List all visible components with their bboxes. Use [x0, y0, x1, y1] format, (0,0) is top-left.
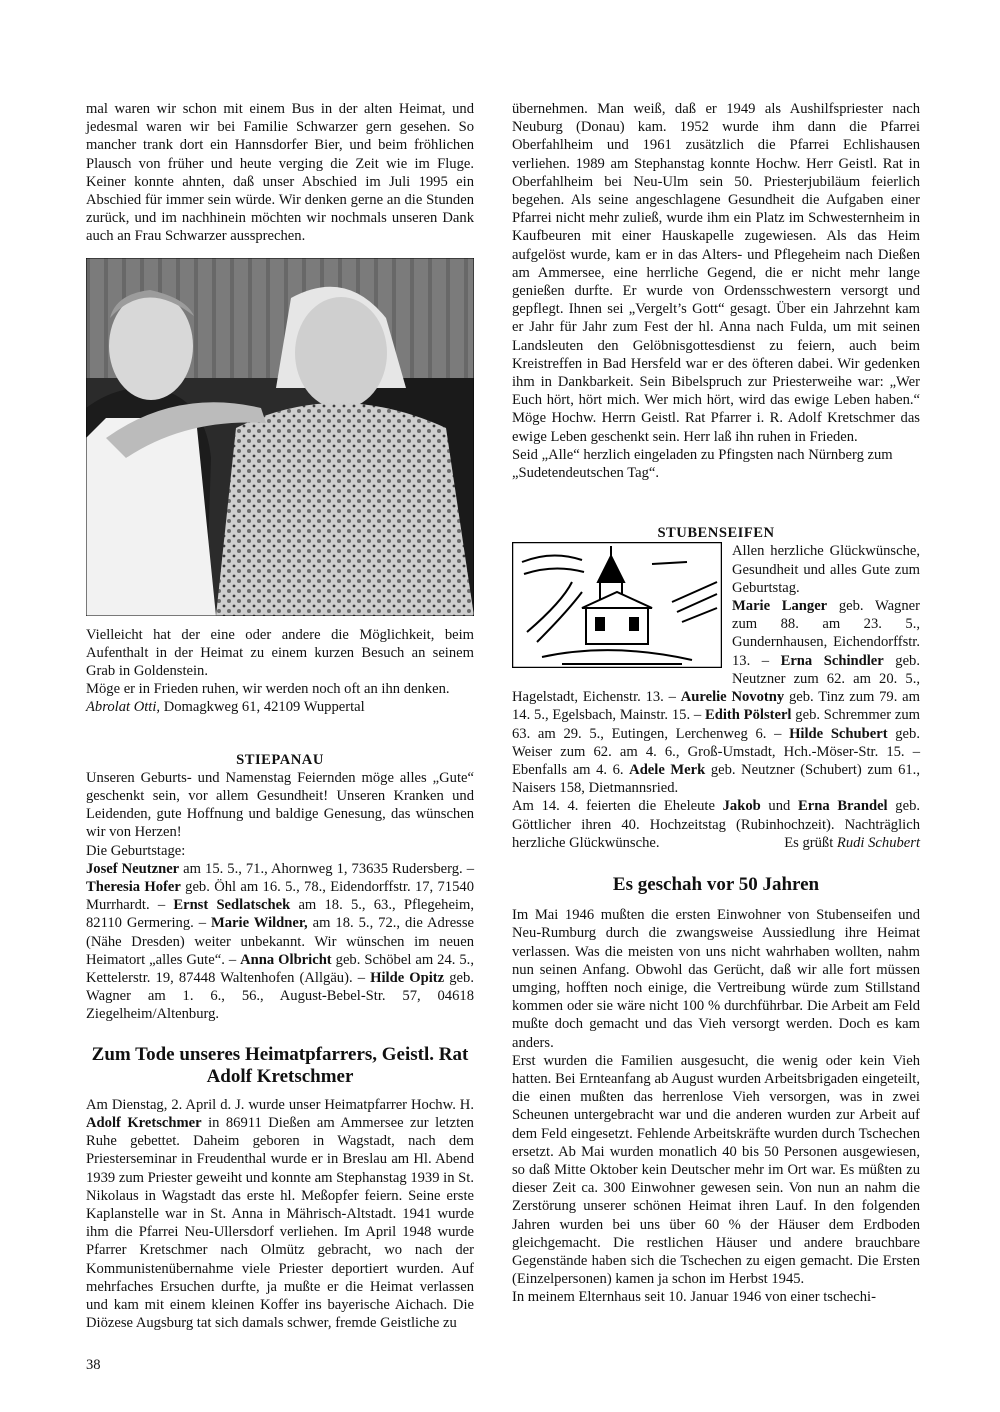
birthday-text: geb. Neutzner (Schubert) zum 61., Naisers 158, Dietmannsried. [512, 761, 920, 797]
paragraph: Möge er in Frieden ruhen, wir werden noch oft an ihn denken. [86, 681, 450, 698]
paragraph: Vielleicht hat der eine oder andere die Möglichkeit, beim Aufenthalt in der Heimat zu einem kurzen Besuch an seinem Grab in Goldenstein. [86, 626, 474, 680]
birthday-text: geb. Neutzner zum 62. am 20. 5., Hagelstadt, Eichenstr. 13. – [512, 652, 920, 706]
greeting-name: Rudi Schubert [836, 834, 920, 851]
church-drawing [512, 542, 722, 668]
person-name: Edith Pölsterl [705, 707, 792, 724]
obituary-text-part: in 86911 Dießen am Ammersee zur letzten Ruhe gebettet. Daheim geboren in Wagstadt, nach dem Priesterseminar in Freudenthal wurde er in Breslau am Hl. Abend 1939 zum Priester geweiht und konnte am Stephanstag 1939 in St. Nikolaus in Wagstadt das erste hl. Meßopfer feiern. Seine erste Kaplanstelle war in St. Anna in Mährisch-Altstadt. 1941 wurde ihm die Pfarrei Neu-Ullersdorf verliehen. Im April 1948 wurde Pfarrer Kretschmer nach Olmütz gebracht, wo nach der Kommunistenübernahme viele Priester deportiert wurden. Auf mehrfaches Ersuchen durfte, ja mußte er die Heimat verlassen und kam mit einem kleinen Koffer ins bayerische Aichach. Die Diözese Augsburg tat sich damals schwer, fremde Geistliche zu [86, 1114, 474, 1332]
person-name: Erna Brandel [798, 798, 888, 815]
right-column [512, 100, 920, 1307]
signature [86, 698, 474, 716]
birthday-text: am 18. 5., 63., Pflegeheim, 82110 Germering. – [86, 897, 474, 932]
section-heading-stiepanau: STIEPANAU [236, 751, 324, 768]
person-name: Hilde Opitz [370, 970, 445, 987]
birthday-text: geb. Tinz zum 79. am 14. 5., Egelsbach, Mainstr. 15. – [512, 689, 920, 724]
birthday-text: geb. Schremmer zum 63. am 29. 5., Eutingen, Lerchenweg 6. – [512, 707, 920, 742]
person-name: Adele Merk [629, 761, 706, 778]
history-heading: Es geschah vor 50 Jahren [612, 874, 820, 896]
paragraph: Seid „Alle“ herzlich eingeladen zu Pfingsten nach Nürnberg zum „Sudetendeutschen Tag“. [512, 446, 893, 482]
signature-address: Domagkweg 61, 42109 Wuppertal [160, 699, 365, 716]
section-heading-stubenseifen: STUBENSEIFEN [657, 525, 775, 542]
person-name: Josef Neutzner [86, 860, 180, 877]
person-name: Ernst Sedlatschek [173, 897, 291, 914]
person-name: Anna Olbricht [240, 951, 332, 968]
birthday-list [86, 860, 474, 1024]
obituary-heading: Zum Tode unseres Heimatpfarrers, Geistl. Rat Adolf Kretschmer [91, 1043, 469, 1087]
page-number: 38 [86, 1357, 101, 1373]
person-name: Theresia Hofer [86, 879, 181, 896]
birthday-text: geb. Schöbel am 24. 5., Kettelerstr. 19, 87448 Waltenhofen (Allgäu). – [86, 951, 474, 987]
person-name: Adolf Kretschmer [86, 1114, 202, 1131]
birthday-text: geb. Öhl am 16. 5., 78., Eidendorffstr. 17, 71540 Murrhardt. – [86, 879, 474, 914]
person-name: Hilde Schubert [789, 725, 888, 742]
person-name: Marie Wildner, [210, 915, 308, 932]
anniversary-part: Am 14. 4. feierten die Eheleute [512, 798, 723, 815]
birthday-text: geb. Weiser zum 62. am 4. 6., Groß-Umstadt, Hch.-Möser-Str. 15. – Ebenfalls am 4. 6. [512, 725, 920, 778]
paragraph: Allen herzliche Glückwünsche, Gesundheit und alles Gute zum Geburtstag. [732, 543, 920, 596]
greeting-text: Es grüßt [784, 834, 837, 851]
person-name: Marie Langer [732, 598, 828, 615]
portrait-photo [86, 258, 474, 616]
anniversary-part: und [760, 798, 799, 815]
obituary-text [86, 1096, 474, 1333]
paragraph: Erst wurden die Familien ausgesucht, die wenig oder kein Vieh hatten. Bei Ernteanfang ab August wurden Arbeitsbrigaden eingeteilt, die einen mußten das herrenlose Vieh versorgen, was in zwei Scheunen untergebracht war und die anderen wurden zur Arbeit auf dem Feld eingesetzt. Fehlende Arbeitskräfte wurden durch Tschechen ersetzt. Ab Mai wurden monatlich 40 bis 50 Personen ausgewiesen, so daß Mitte Oktober kein Deutscher mehr im Ort war. Es müßten zu dieser Zeit ca. 300 Einwohner gewesen sein. Von nun an nahm die Zerstörung unserer schönen Heimat ihren Lauf. In den folgenden Jahren wurden bei uns über 60 % der Häuser dem Erdboden gleichgemacht. Die restlichen Häuser und andere brauchbare Gegenstände haben sich die Tschechen zu eigen gemacht. Die Ersten (Einzelpersonen) kamen ja schon im Herbst 1945. [512, 1052, 920, 1288]
birthday-text: am 18. 5., 72., die Adresse (Nähe Dresden) weiter unbekannt. Wir wünschen im neuen Heimatort „alles Gute“. – [86, 915, 475, 968]
paragraph: Im Mai 1946 mußten die ersten Einwohner von Stubenseifen und Neu-Rumburg durch die zwangsweise Aussiedlung ihre Heimat verlassen. Was die meisten von uns nicht wahrhaben wollten, nahm nun seinen Anfang. Obwohl das Gerücht, daß wir alle fort müssen umging, hofften noch einige, die Vertreibung würde zum Stillstand kommen oder sie wäre nicht 100 % durchführbar. Die Arbeit am Feld mußte doch gemacht und das Vieh versorgt werden. Doch es kam anders. [512, 907, 920, 1051]
anniversary-part: geb. Göttlicher ihren 40. Hochzeitstag (Rubinhochzeit). Nachträglich herzliche Glückwünsche. [512, 798, 921, 851]
left-column [86, 100, 474, 1332]
birthday-text: geb. Wagner am 1. 6., 56., August-Bebel-Str. 57, 04618 Ziegelheim/Altenburg. [86, 970, 474, 1023]
person-name: Aurelie Novotny [680, 689, 785, 706]
birthday-text: geb. Wagner zum 88. am 23. 5., Gundernhausen, Eichendorffstr. 13. – [732, 598, 920, 669]
paragraph: mal waren wir schon mit einem Bus in der alten Heimat, und jedesmal waren wir bei Familie Schwarzer gern gesehen. So mancher trank dort ein Hannsdorfer Bier, und beim fröhlichen Plausch von früher und heute verging die Zeit wie im Fluge. Keiner konnte ahnten, daß unser Abschied im Juli 1995 ein Abschied für immer sein würde. Wir denken gerne an die Stunden zurück, und im nachhinein möchten wir nochmals unseren Dank auch an Frau Schwarzer aussprechen. [86, 101, 474, 245]
obituary-text-part: Am Dienstag, 2. April d. J. wurde unser Heimatpfarrer Hochw. H. [86, 1096, 474, 1113]
person-name: Jakob [722, 798, 761, 815]
paragraph: übernehmen. Man weiß, daß er 1949 als Aushilfspriester nach Neuburg (Donau) kam. 1952 wurde ihm dann die Pfarrei Oberfahlheim und 1961 zusätzlich die Pfarrei Echlishausen verliehen. 1989 am Stephanstag konnte Hochw. Herr Geistl. Rat in Oberfahlheim bei Neu-Ulm sein 50. Priesterjubiläum feierlich begehen. Als seine angeschlagene Gesundheit die Aufgaben einer Pfarrei nicht mehr zuließ, wurde ihm ein Platz im Schwesternheim in Kaufbeuren mit einer Hauskapelle zugewiesen. Als das Heim aufgelöst wurde, kam er in das Alters- und Pflegeheim nach Dießen am Ammersee, eine herrliche Gegend, die er nicht mehr lange genießen durfte. Er wurde von Ordensschwestern versorgt und gepflegt. Ihnen sei „Vergelt’s Gott“ gesagt. Über ein Jahrzehnt kam er Jahr für Jahr zum Fest der hl. Anna nach Fulda, um mit seinen Landsleuten den Gelöbnisgottesdienst zu feiern, auch beim Kreistreffen in Bad Hersfeld war er des öfteren dabei. Wir gedenken ihm in Dankbarkeit. Sein Bibelspruch zur Priesterweihe war: „Wer Euch hört, hört mich. Wer mich hört, wird das ewige Leben haben.“ Möge Hochw. Herrn Geistl. Rat Pfarrer i. R. Adolf Kretschmer das ewige Leben geschenkt sein. Herr laß ihn ruhen in Frieden. [512, 101, 920, 445]
person-name: Erna Schindler [780, 652, 884, 669]
birthday-text: am 15. 5., 71., Ahornweg 1, 73635 Rudersberg. – [179, 860, 474, 877]
paragraph: In meinem Elternhaus seit 10. Januar 1946 von einer tschechi- [512, 1289, 876, 1306]
paragraph: Unseren Geburts- und Namenstag Feiernden möge alles „Gute“ geschenkt sein, vor allem Gesundheit! Unseren Kranken und Leidenden, gute Hoffnung und baldige Genesung, das wünschen wir von Herzen! [86, 769, 474, 841]
birthdays-label: Die Geburtstage: [86, 842, 186, 859]
signature-name: Abrolat Otti, [86, 699, 161, 716]
